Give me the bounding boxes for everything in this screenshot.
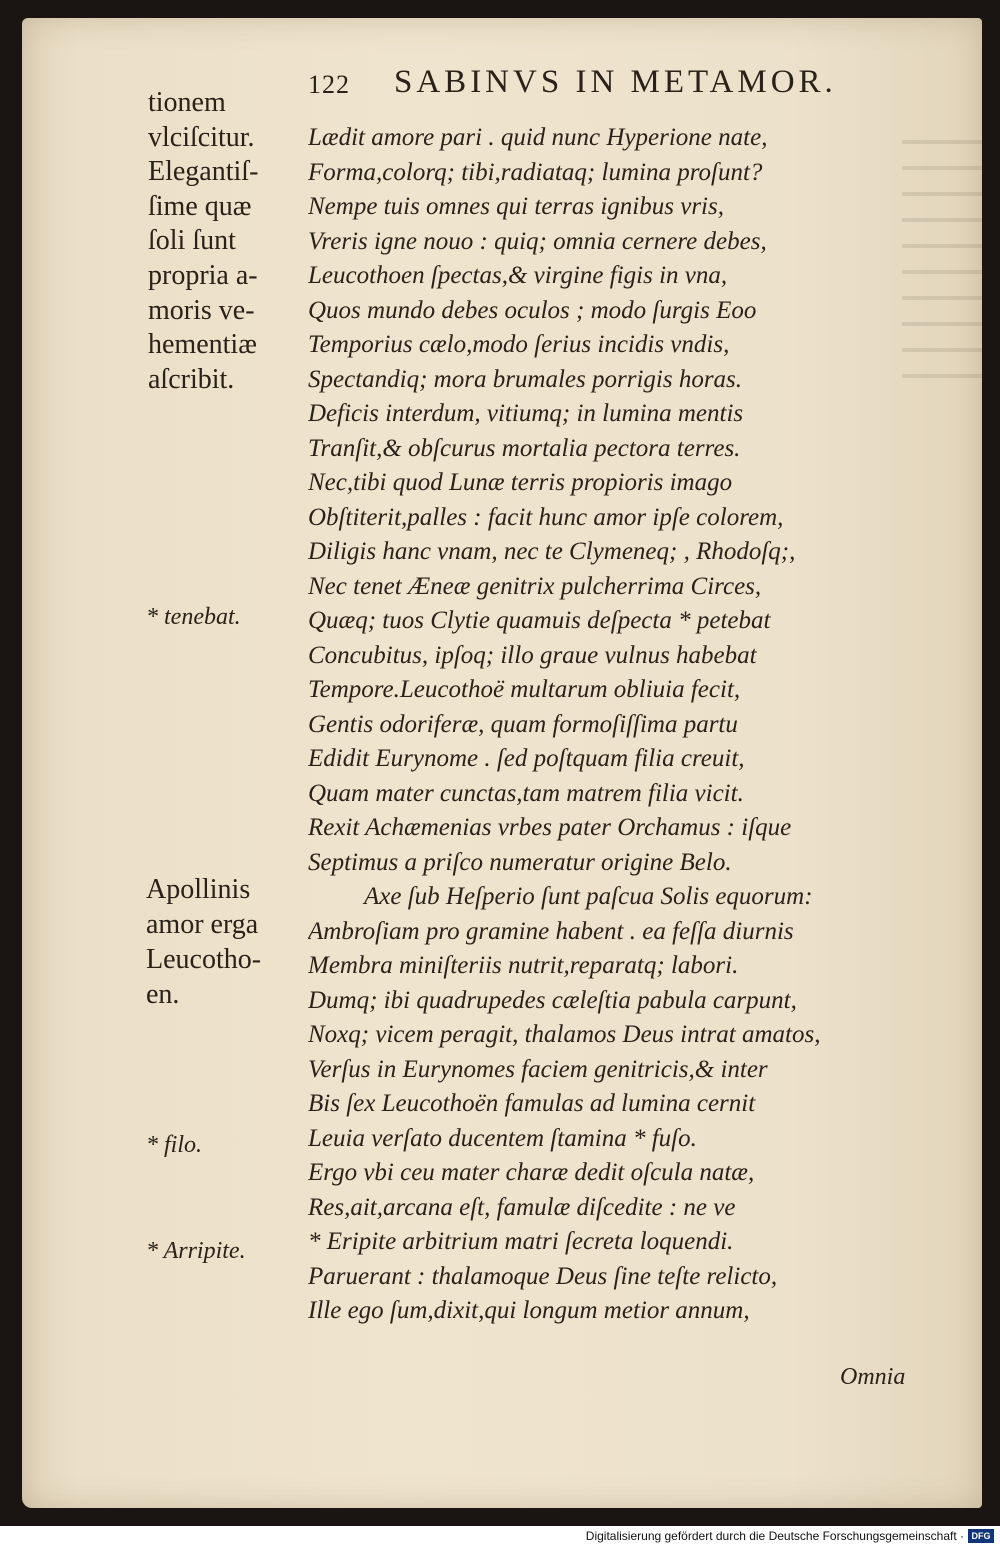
verse-line: Diligis hanc vnam, nec te Clymeneq; , Rhodoſq;, xyxy=(308,538,796,565)
margin-note-line: aſcribit. xyxy=(148,363,235,395)
verse-line: Quam mater cunctas,tam matrem filia vicit. xyxy=(308,779,744,807)
verse-line: Ambroſiam pro gramine habent . ea feſſa diurnis xyxy=(308,917,794,945)
margin-note-line: tionem xyxy=(148,87,226,118)
verse-line: Ergo vbi ceu mater charæ dedit oſcula natæ, xyxy=(308,1159,755,1186)
verse-line: Quæq; tuos Clytie quamuis deſpecta * petebat xyxy=(308,607,771,634)
verse-line: Dumq; ibi quadrupedes cæleſtia pabula carpunt, xyxy=(308,986,797,1014)
verse-block xyxy=(308,121,928,1329)
verse-line: Quos mundo debes oculos ; modo ſurgis Eoo xyxy=(308,296,757,324)
margin-note-arripite xyxy=(146,1234,246,1269)
verse-line: Paruerant : thalamoque Deus ſine teſte relicto, xyxy=(308,1262,778,1290)
margin-note-line: ſoli ſunt xyxy=(148,225,236,257)
book-page xyxy=(22,18,982,1508)
verse-line: Tranſit,& obſcurus mortalia pectora terres. xyxy=(308,434,741,462)
verse-line: Noxq; vicem peragit, thalamos Deus intrat amatos, xyxy=(308,1021,821,1048)
verse-line: Tempore.Leucothoë multarum obliuia fecit, xyxy=(308,676,741,703)
verse-line: Temporius cælo,modo ſerius incidis vndis, xyxy=(308,331,730,358)
margin-note-line: vlciſcitur. xyxy=(148,121,255,153)
verse-line: Forma,colorq; tibi,radiataq; lumina proſunt? xyxy=(308,158,763,186)
margin-note-line: * Arripite. xyxy=(146,1238,246,1264)
margin-note-line: en. xyxy=(146,979,180,1010)
verse-line: Membra miniſteriis nutrit,reparatq; labori. xyxy=(308,952,739,979)
margin-note-line: ſime quæ xyxy=(148,190,252,222)
verse-line: Gentis odoriferæ, quam formoſiſſima partu xyxy=(308,710,738,738)
verse-line: Ille ego ſum,dixit,qui longum metior annum, xyxy=(308,1297,750,1324)
verse-line: Nempe tuis omnes qui terras ignibus vris, xyxy=(308,193,724,220)
verse-line: Bis ſex Leucothoën famulas ad lumina cernit xyxy=(308,1090,756,1117)
verse-line: Vreris igne nouo : quiq; omnia cernere debes, xyxy=(308,227,767,255)
verse-line: Nec,tibi quod Lunæ terris propioris imago xyxy=(308,469,733,496)
page-number: 122 xyxy=(308,70,350,99)
margin-note-line: Elegantiſ- xyxy=(148,156,259,188)
margin-note-line: amor erga xyxy=(146,909,259,940)
verse-line: Rexit Achæmenias vrbes pater Orchamus : iſque xyxy=(308,814,792,841)
verse-line: Septimus a priſco numeratur origine Belo. xyxy=(308,848,732,876)
verse-line: Lædit amore pari . quid nunc Hyperione nate, xyxy=(308,124,768,151)
margin-note-line: propria a- xyxy=(148,259,258,291)
margin-note-line: Apollinis xyxy=(146,874,251,905)
verse-line: Leuia verſato ducentem ſtamina * fuſo. xyxy=(308,1124,697,1152)
verse-line: Edidit Eurynome . ſed poſtquam filia creuit, xyxy=(308,745,745,772)
verse-line: Obſtiterit,palles : facit hunc amor ipſe colorem, xyxy=(308,503,784,531)
verse-line: Concubitus, ipſoq; illo graue vulnus habebat xyxy=(308,641,757,669)
verse-line: Res,ait,arcana eſt, famulæ diſcedite : ne ve xyxy=(308,1193,736,1221)
funding-notice: Digitalisierung gefördert durch die Deutsche Forschungsgemeinschaft · xyxy=(585,1529,964,1543)
verse-line: * Eripite arbitrium matri ſecreta loquendi. xyxy=(308,1228,734,1255)
verse-line: Leucothoen ſpectas,& virgine figis in vna, xyxy=(308,262,728,289)
dfg-logo-icon: DFG xyxy=(968,1529,994,1543)
margin-note-apollinis xyxy=(146,872,261,1012)
margin-note-line: Leucotho- xyxy=(146,944,262,975)
margin-note-elegance xyxy=(148,86,258,397)
margin-note-line: hementiæ xyxy=(148,329,257,361)
running-title: SABINVS IN METAMOR. xyxy=(394,64,837,100)
verse-line: Nec tenet Æneæ genitrix pulcherrima Circes, xyxy=(308,572,762,600)
margin-note-line: * tenebat. xyxy=(146,604,241,630)
margin-note-line: * filo. xyxy=(146,1132,203,1158)
margin-note-line: moris ve- xyxy=(148,294,255,326)
margin-note-filo xyxy=(146,1128,202,1163)
catchword: Omnia xyxy=(840,1364,906,1390)
margin-note-tenebat xyxy=(146,600,241,635)
running-head xyxy=(308,56,908,106)
verse-line: Verſus in Eurynomes faciem genitricis,& inter xyxy=(308,1055,768,1083)
verse-line: Axe ſub Heſperio ſunt paſcua Solis equorum: xyxy=(364,883,813,910)
verse-line: Deficis interdum, vitiumq; in lumina mentis xyxy=(308,400,744,427)
footer-bar xyxy=(0,1526,1000,1547)
verse-line: Spectandiq; mora brumales porrigis horas. xyxy=(308,365,743,393)
